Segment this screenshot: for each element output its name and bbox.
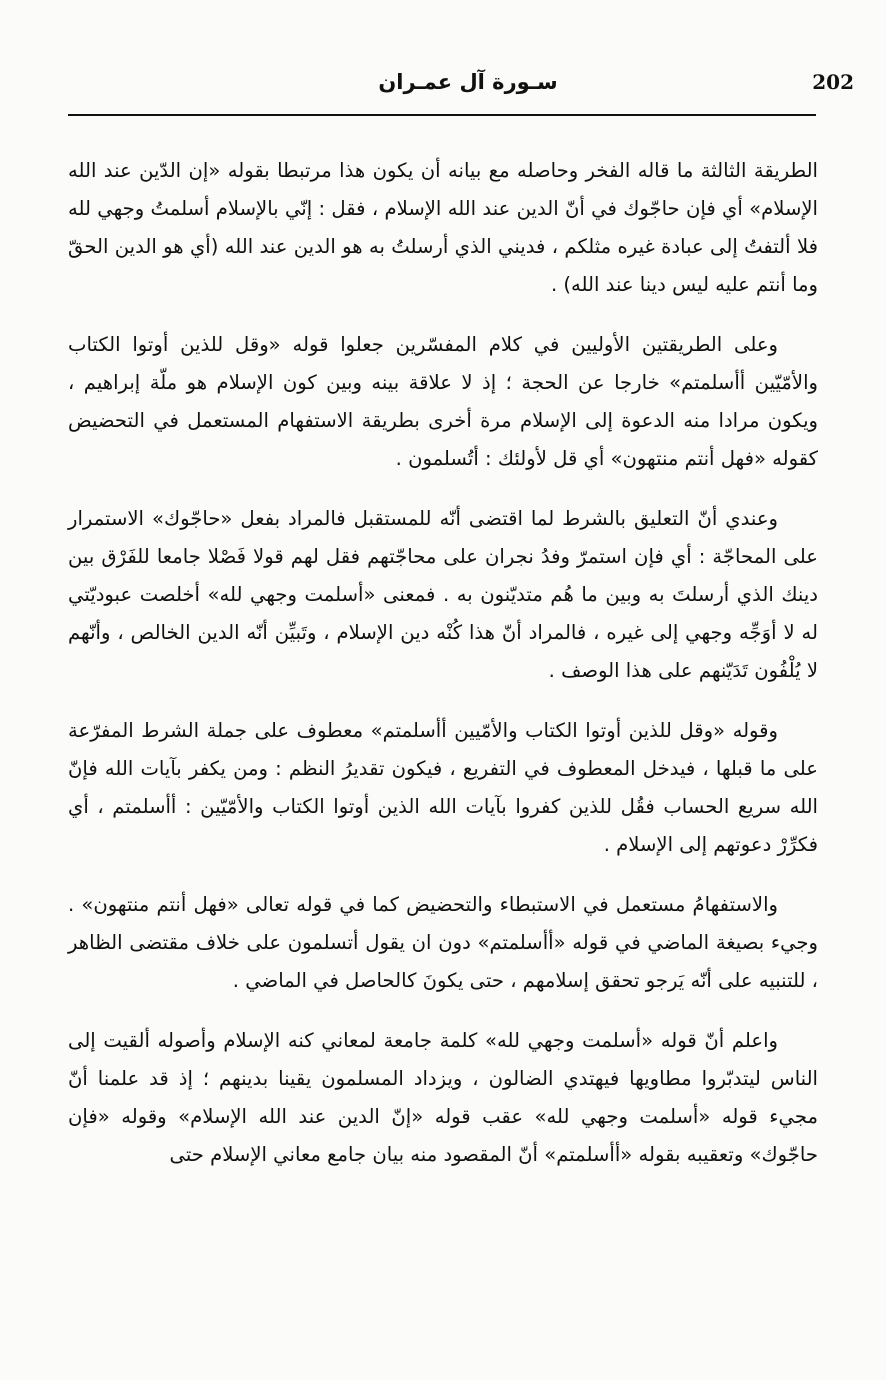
paragraph-3: وعندي أنّ التعليق بالشرط لما اقتضى أنّه للمستقبل فالمراد بفعل «حاجّوك» الاستمرار على المحاجّة : أي فإن استمرّ وفدُ نجران على محاجّتهم فقل لهم قولا فَصْلا جامعا للفَرْق بين دينك الذي أرسلتَ به وبين ما هُم متديّنون به . فمعنى «أسلمت وجهي لله» أخلصت عبوديّتي له لا أوَجِّه وجهي إلى غيره ، فالمراد أنّ هذا كُنْه دين الإسلام ، وتَبيِّن أنّه الدين الخالص ، وأنّهم لا يُلْفُون تَدَيّنهم على هذا الوصف . bbox=[68, 507, 818, 682]
paragraph-6: واعلم أنّ قوله «أسلمت وجهي لله» كلمة جامعة لمعاني كنه الإسلام وأصوله ألقيت إلى الناس ليتدبّروا مطاويها فيهتدي الضالون ، ويزداد المسلمون يقينا بدينهم ؛ إذ قد علمنا أنّ مجيء قوله «أسلمت وجهي لله» عقب قوله «إنّ الدين عند الله الإسلام» وقوله «فإن حاجّوك» وتعقيبه بقوله «أأسلمتم» أنّ المقصود منه بيان جامع معاني الإسلام حتى bbox=[68, 1029, 818, 1166]
page-number: 202 bbox=[812, 70, 854, 94]
paragraph-4: وقوله «وقل للذين أوتوا الكتاب والأمّيين أأسلمتم» معطوف على جملة الشرط المفرّعة على ما قبلها ، فيدخل المعطوف في التفريع ، فيكون تقديرُ النظم : ومن يكفر بآيات الله فإنّ الله سريع الحساب فقُل للذين كفروا بآيات الله الذين أوتوا الكتاب والأمّيّين : أأسلمتم ، أي فكرِّرْ دعوتهم إلى الإسلام . bbox=[68, 719, 818, 856]
paragraph-2: وعلى الطريقتين الأوليين في كلام المفسّرين جعلوا قوله «وقل للذين أوتوا الكتاب والأمّيّين أأسلمتم» خارجا عن الحجة ؛ إذ لا علاقة بينه وبين كون الإسلام هو ملّة إبراهيم ، ويكون مرادا منه الدعوة إلى الإسلام مرة أخرى بطريقة الاستفهام المستعمل في التحضيض كقوله «فهل أنتم منتهون» أي قل لأولئك : أتُسلمون . bbox=[68, 333, 818, 470]
surah-title: سـورة آل عمـران bbox=[378, 70, 558, 94]
paragraph-5: والاستفهامُ مستعمل في الاستبطاء والتحضيض كما في قوله تعالى «فهل أنتم منتهون» . وجيء بصيغة الماضي في قوله «أأسلمتم» دون ان يقول أتسلمون على خلاف مقتضى الظاهر ، للتنبيه على أنّه يَرجو تحقق إسلامهم ، حتى يكونَ كالحاصل في الماضي . bbox=[68, 893, 818, 992]
page-header bbox=[68, 70, 854, 106]
paragraph-1: الطريقة الثالثة ما قاله الفخر وحاصله مع بيانه أن يكون هذا مرتبطا بقوله «إن الدّين عند الله الإسلام» أي فإن حاجّوك في أنّ الدين عند الله الإسلام ، فقل : إنّي بالإسلام أسلمتُ وجهي لله فلا ألتفتُ إلى عبادة غيره مثلكم ، فديني الذي أرسلتُ به هو الدين عند الله (أي هو الدين الحقّ وما أنتم عليه ليس دينا عند الله) . bbox=[68, 159, 818, 296]
page-body bbox=[68, 152, 818, 1196]
header-rule bbox=[68, 114, 816, 116]
